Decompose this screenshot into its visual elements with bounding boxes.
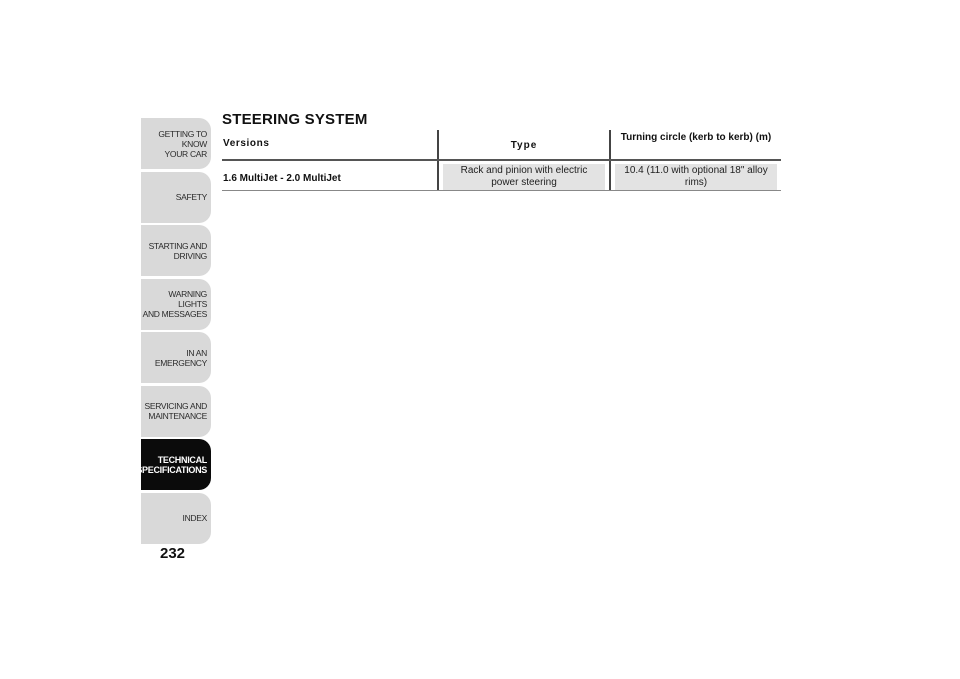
cell-type-wrapper xyxy=(437,161,609,190)
section-title: STEERING SYSTEM xyxy=(222,111,368,128)
table-row xyxy=(222,161,781,191)
tab-label: GETTING TO KNOW YOUR CAR xyxy=(158,128,207,159)
tab-servicing-and-maintenance[interactable] xyxy=(141,386,211,437)
tab-label: SAFETY xyxy=(175,192,207,202)
header-versions: Versions xyxy=(223,138,270,149)
chapter-tabs xyxy=(136,118,211,546)
tab-technical-specifications[interactable] xyxy=(136,439,211,490)
steering-table xyxy=(222,130,781,191)
table-header-row xyxy=(222,130,781,161)
tab-warning-lights-and-messages[interactable] xyxy=(141,279,211,330)
cell-turning-circle: 10.4 (11.0 with optional 18" alloy rims) xyxy=(615,164,777,190)
cell-turning-wrapper xyxy=(609,161,781,190)
tab-label: WARNING LIGHTS AND MESSAGES xyxy=(142,289,207,319)
header-turning-circle: Turning circle (kerb to kerb) (m) xyxy=(609,130,781,159)
cell-type: Rack and pinion with electric power steering xyxy=(443,164,605,190)
tab-in-an-emergency[interactable] xyxy=(141,332,211,383)
tab-starting-and-driving[interactable] xyxy=(141,225,211,276)
page-number: 232 xyxy=(160,545,186,562)
tab-getting-to-know-your-car[interactable] xyxy=(141,118,211,169)
header-type: Type xyxy=(437,130,609,159)
tab-label: TECHNICAL SPECIFICATIONS xyxy=(136,454,207,475)
cell-version: 1.6 MultiJet - 2.0 MultiJet xyxy=(223,173,341,184)
tab-label: STARTING AND DRIVING xyxy=(148,240,207,261)
tab-label: IN AN EMERGENCY xyxy=(154,347,207,368)
tab-index[interactable] xyxy=(141,493,211,544)
tab-label: SERVICING AND MAINTENANCE xyxy=(144,401,207,421)
tab-label: INDEX xyxy=(182,513,207,523)
tab-safety[interactable] xyxy=(141,172,211,223)
